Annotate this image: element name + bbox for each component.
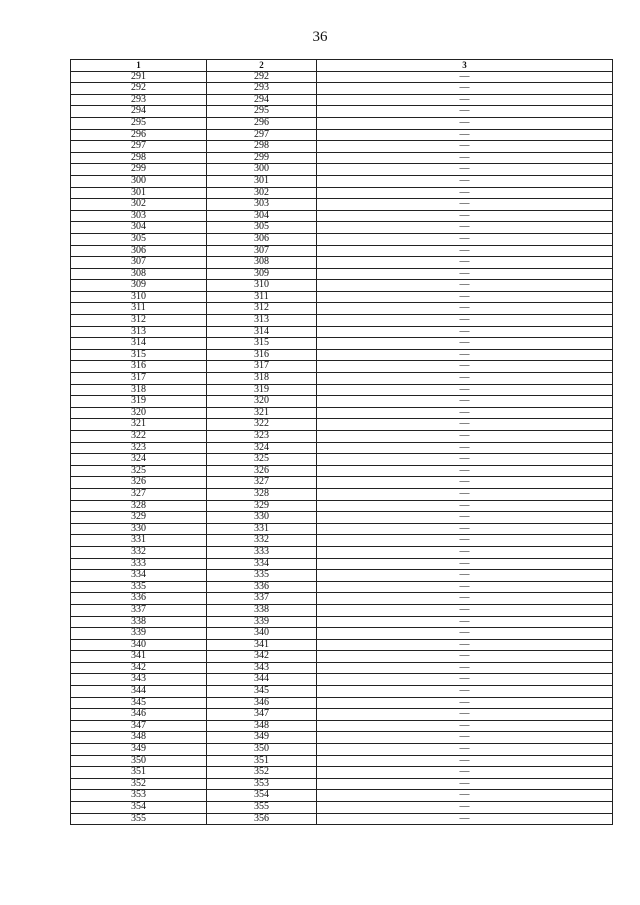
- table-row: [71, 280, 613, 292]
- cell-col-2: 314: [207, 326, 317, 338]
- table-row: [71, 697, 613, 709]
- cell-col-2: 296: [207, 117, 317, 129]
- cell-col-2: 307: [207, 245, 317, 257]
- cell-col-3: —: [317, 593, 613, 605]
- cell-col-3: —: [317, 384, 613, 396]
- table-row: [71, 268, 613, 280]
- cell-col-2: 344: [207, 674, 317, 686]
- cell-col-3: —: [317, 117, 613, 129]
- cell-col-2: 331: [207, 523, 317, 535]
- cell-col-1: 339: [71, 628, 207, 640]
- cell-col-3: —: [317, 477, 613, 489]
- cell-col-3: —: [317, 257, 613, 269]
- table-row: [71, 396, 613, 408]
- cell-col-1: 297: [71, 141, 207, 153]
- table-row: [71, 257, 613, 269]
- table-row: [71, 199, 613, 211]
- cell-col-3: —: [317, 802, 613, 814]
- cell-col-2: 317: [207, 361, 317, 373]
- table-row: [71, 94, 613, 106]
- cell-col-2: 322: [207, 419, 317, 431]
- table-row: [71, 604, 613, 616]
- cell-col-1: 349: [71, 744, 207, 756]
- table-row: [71, 674, 613, 686]
- cell-col-1: 302: [71, 199, 207, 211]
- cell-col-1: 303: [71, 210, 207, 222]
- cell-col-1: 354: [71, 802, 207, 814]
- cell-col-2: 300: [207, 164, 317, 176]
- cell-col-3: —: [317, 674, 613, 686]
- cell-col-1: 309: [71, 280, 207, 292]
- cell-col-1: 350: [71, 755, 207, 767]
- cell-col-3: —: [317, 512, 613, 524]
- cell-col-3: —: [317, 732, 613, 744]
- table-row: [71, 129, 613, 141]
- table-header-row: [71, 60, 613, 72]
- cell-col-3: —: [317, 83, 613, 95]
- cell-col-1: 315: [71, 349, 207, 361]
- cell-col-1: 316: [71, 361, 207, 373]
- column-header-1: 1: [71, 60, 207, 72]
- table-row: [71, 790, 613, 802]
- table-row: [71, 361, 613, 373]
- cell-col-3: —: [317, 488, 613, 500]
- cell-col-3: —: [317, 349, 613, 361]
- cell-col-3: —: [317, 280, 613, 292]
- data-table: [70, 59, 613, 825]
- cell-col-1: 304: [71, 222, 207, 234]
- cell-col-2: 312: [207, 303, 317, 315]
- table-row: [71, 535, 613, 547]
- cell-col-2: 316: [207, 349, 317, 361]
- column-header-2: 2: [207, 60, 317, 72]
- table-row: [71, 558, 613, 570]
- cell-col-2: 306: [207, 233, 317, 245]
- cell-col-2: 315: [207, 338, 317, 350]
- cell-col-1: 351: [71, 767, 207, 779]
- cell-col-2: 301: [207, 175, 317, 187]
- cell-col-1: 293: [71, 94, 207, 106]
- cell-col-2: 324: [207, 442, 317, 454]
- table-row: [71, 686, 613, 698]
- table-row: [71, 71, 613, 83]
- cell-col-2: 293: [207, 83, 317, 95]
- table-row: [71, 732, 613, 744]
- table-row: [71, 141, 613, 153]
- cell-col-2: 349: [207, 732, 317, 744]
- table-row: [71, 512, 613, 524]
- cell-col-2: 352: [207, 767, 317, 779]
- table-row: [71, 164, 613, 176]
- cell-col-2: 346: [207, 697, 317, 709]
- cell-col-2: 303: [207, 199, 317, 211]
- table-row: [71, 303, 613, 315]
- cell-col-2: 341: [207, 639, 317, 651]
- cell-col-1: 352: [71, 778, 207, 790]
- cell-col-1: 355: [71, 813, 207, 825]
- cell-col-3: —: [317, 720, 613, 732]
- table-row: [71, 709, 613, 721]
- cell-col-1: 325: [71, 465, 207, 477]
- cell-col-2: 353: [207, 778, 317, 790]
- cell-col-1: 310: [71, 291, 207, 303]
- cell-col-2: 354: [207, 790, 317, 802]
- cell-col-1: 348: [71, 732, 207, 744]
- cell-col-1: 320: [71, 407, 207, 419]
- cell-col-3: —: [317, 407, 613, 419]
- table-row: [71, 187, 613, 199]
- cell-col-1: 342: [71, 662, 207, 674]
- table-row: [71, 338, 613, 350]
- cell-col-1: 324: [71, 454, 207, 466]
- table-row: [71, 767, 613, 779]
- cell-col-2: 335: [207, 570, 317, 582]
- cell-col-1: 340: [71, 639, 207, 651]
- table-row: [71, 315, 613, 327]
- cell-col-1: 337: [71, 604, 207, 616]
- cell-col-2: 310: [207, 280, 317, 292]
- cell-col-2: 313: [207, 315, 317, 327]
- table-row: [71, 802, 613, 814]
- cell-col-3: —: [317, 71, 613, 83]
- cell-col-3: —: [317, 291, 613, 303]
- cell-col-1: 319: [71, 396, 207, 408]
- table-row: [71, 488, 613, 500]
- cell-col-1: 301: [71, 187, 207, 199]
- cell-col-1: 299: [71, 164, 207, 176]
- cell-col-3: —: [317, 222, 613, 234]
- cell-col-1: 295: [71, 117, 207, 129]
- table-row: [71, 349, 613, 361]
- table-row: [71, 245, 613, 257]
- cell-col-2: 338: [207, 604, 317, 616]
- cell-col-3: —: [317, 767, 613, 779]
- cell-col-1: 329: [71, 512, 207, 524]
- cell-col-3: —: [317, 628, 613, 640]
- table-row: [71, 326, 613, 338]
- table-row: [71, 546, 613, 558]
- table-row: [71, 291, 613, 303]
- cell-col-1: 330: [71, 523, 207, 535]
- table-row: [71, 407, 613, 419]
- cell-col-3: —: [317, 373, 613, 385]
- cell-col-2: 321: [207, 407, 317, 419]
- cell-col-1: 328: [71, 500, 207, 512]
- cell-col-2: 332: [207, 535, 317, 547]
- page-number: 36: [312, 29, 328, 45]
- cell-col-1: 326: [71, 477, 207, 489]
- table-row: [71, 106, 613, 118]
- table-row: [71, 570, 613, 582]
- cell-col-1: 323: [71, 442, 207, 454]
- cell-col-1: 321: [71, 419, 207, 431]
- cell-col-2: 320: [207, 396, 317, 408]
- cell-col-2: 297: [207, 129, 317, 141]
- cell-col-3: —: [317, 651, 613, 663]
- table-row: [71, 454, 613, 466]
- table-row: [71, 477, 613, 489]
- cell-col-3: —: [317, 245, 613, 257]
- cell-col-1: 327: [71, 488, 207, 500]
- cell-col-1: 307: [71, 257, 207, 269]
- cell-col-3: —: [317, 686, 613, 698]
- cell-col-2: 342: [207, 651, 317, 663]
- cell-col-3: —: [317, 199, 613, 211]
- cell-col-2: 318: [207, 373, 317, 385]
- cell-col-2: 328: [207, 488, 317, 500]
- cell-col-2: 336: [207, 581, 317, 593]
- cell-col-2: 326: [207, 465, 317, 477]
- cell-col-3: —: [317, 106, 613, 118]
- cell-col-1: 300: [71, 175, 207, 187]
- table-row: [71, 384, 613, 396]
- cell-col-2: 309: [207, 268, 317, 280]
- cell-col-3: —: [317, 268, 613, 280]
- cell-col-3: —: [317, 616, 613, 628]
- cell-col-2: 305: [207, 222, 317, 234]
- cell-col-1: 291: [71, 71, 207, 83]
- cell-col-3: —: [317, 500, 613, 512]
- cell-col-1: 314: [71, 338, 207, 350]
- cell-col-1: 313: [71, 326, 207, 338]
- cell-col-3: —: [317, 581, 613, 593]
- table-body: [71, 71, 613, 825]
- cell-col-3: —: [317, 523, 613, 535]
- cell-col-2: 350: [207, 744, 317, 756]
- cell-col-1: 333: [71, 558, 207, 570]
- cell-col-3: —: [317, 326, 613, 338]
- cell-col-2: 351: [207, 755, 317, 767]
- table-row: [71, 419, 613, 431]
- cell-col-1: 341: [71, 651, 207, 663]
- table-row: [71, 442, 613, 454]
- cell-col-2: 329: [207, 500, 317, 512]
- cell-col-2: 299: [207, 152, 317, 164]
- cell-col-3: —: [317, 662, 613, 674]
- table-row: [71, 523, 613, 535]
- cell-col-1: 335: [71, 581, 207, 593]
- cell-col-2: 292: [207, 71, 317, 83]
- cell-col-2: 311: [207, 291, 317, 303]
- cell-col-2: 347: [207, 709, 317, 721]
- cell-col-3: —: [317, 790, 613, 802]
- cell-col-2: 319: [207, 384, 317, 396]
- cell-col-1: 322: [71, 431, 207, 443]
- cell-col-3: —: [317, 94, 613, 106]
- cell-col-2: 348: [207, 720, 317, 732]
- table-row: [71, 175, 613, 187]
- table-row: [71, 581, 613, 593]
- cell-col-1: 298: [71, 152, 207, 164]
- cell-col-1: 305: [71, 233, 207, 245]
- cell-col-1: 292: [71, 83, 207, 95]
- cell-col-3: —: [317, 755, 613, 767]
- cell-col-3: —: [317, 535, 613, 547]
- cell-col-3: —: [317, 546, 613, 558]
- cell-col-2: 356: [207, 813, 317, 825]
- table-row: [71, 83, 613, 95]
- cell-col-1: 353: [71, 790, 207, 802]
- cell-col-2: 333: [207, 546, 317, 558]
- cell-col-3: —: [317, 303, 613, 315]
- cell-col-1: 346: [71, 709, 207, 721]
- cell-col-3: —: [317, 709, 613, 721]
- table-row: [71, 651, 613, 663]
- table-row: [71, 117, 613, 129]
- cell-col-2: 343: [207, 662, 317, 674]
- cell-col-3: —: [317, 465, 613, 477]
- table-row: [71, 628, 613, 640]
- cell-col-3: —: [317, 604, 613, 616]
- cell-col-2: 340: [207, 628, 317, 640]
- cell-col-3: —: [317, 129, 613, 141]
- cell-col-1: 308: [71, 268, 207, 280]
- cell-col-3: —: [317, 233, 613, 245]
- cell-col-1: 331: [71, 535, 207, 547]
- table-row: [71, 373, 613, 385]
- cell-col-1: 334: [71, 570, 207, 582]
- cell-col-2: 295: [207, 106, 317, 118]
- cell-col-2: 325: [207, 454, 317, 466]
- cell-col-1: 345: [71, 697, 207, 709]
- cell-col-1: 312: [71, 315, 207, 327]
- cell-col-3: —: [317, 152, 613, 164]
- table-row: [71, 662, 613, 674]
- cell-col-2: 308: [207, 257, 317, 269]
- table-row: [71, 152, 613, 164]
- cell-col-3: —: [317, 778, 613, 790]
- table-row: [71, 778, 613, 790]
- table-row: [71, 755, 613, 767]
- cell-col-3: —: [317, 454, 613, 466]
- cell-col-1: 294: [71, 106, 207, 118]
- cell-col-2: 345: [207, 686, 317, 698]
- cell-col-3: —: [317, 338, 613, 350]
- table-row: [71, 431, 613, 443]
- cell-col-1: 336: [71, 593, 207, 605]
- cell-col-3: —: [317, 570, 613, 582]
- cell-col-3: —: [317, 187, 613, 199]
- cell-col-2: 302: [207, 187, 317, 199]
- cell-col-2: 330: [207, 512, 317, 524]
- table-row: [71, 465, 613, 477]
- cell-col-3: —: [317, 141, 613, 153]
- cell-col-1: 306: [71, 245, 207, 257]
- cell-col-1: 296: [71, 129, 207, 141]
- cell-col-3: —: [317, 361, 613, 373]
- cell-col-1: 344: [71, 686, 207, 698]
- cell-col-3: —: [317, 396, 613, 408]
- cell-col-3: —: [317, 315, 613, 327]
- cell-col-3: —: [317, 639, 613, 651]
- cell-col-1: 311: [71, 303, 207, 315]
- cell-col-3: —: [317, 442, 613, 454]
- cell-col-3: —: [317, 210, 613, 222]
- column-header-3: 3: [317, 60, 613, 72]
- cell-col-3: —: [317, 697, 613, 709]
- cell-col-2: 334: [207, 558, 317, 570]
- cell-col-1: 343: [71, 674, 207, 686]
- table-row: [71, 593, 613, 605]
- cell-col-3: —: [317, 431, 613, 443]
- table-row: [71, 639, 613, 651]
- table-row: [71, 500, 613, 512]
- cell-col-2: 323: [207, 431, 317, 443]
- cell-col-3: —: [317, 175, 613, 187]
- cell-col-3: —: [317, 813, 613, 825]
- cell-col-2: 337: [207, 593, 317, 605]
- cell-col-1: 318: [71, 384, 207, 396]
- cell-col-1: 347: [71, 720, 207, 732]
- cell-col-2: 304: [207, 210, 317, 222]
- cell-col-3: —: [317, 419, 613, 431]
- cell-col-2: 298: [207, 141, 317, 153]
- table-row: [71, 744, 613, 756]
- cell-col-3: —: [317, 164, 613, 176]
- table-row: [71, 233, 613, 245]
- cell-col-3: —: [317, 558, 613, 570]
- table-row: [71, 720, 613, 732]
- cell-col-2: 339: [207, 616, 317, 628]
- cell-col-1: 317: [71, 373, 207, 385]
- table-row: [71, 222, 613, 234]
- table-row: [71, 210, 613, 222]
- cell-col-1: 338: [71, 616, 207, 628]
- cell-col-3: —: [317, 744, 613, 756]
- table-row: [71, 616, 613, 628]
- cell-col-2: 327: [207, 477, 317, 489]
- cell-col-1: 332: [71, 546, 207, 558]
- table-row: [71, 813, 613, 825]
- cell-col-2: 294: [207, 94, 317, 106]
- cell-col-2: 355: [207, 802, 317, 814]
